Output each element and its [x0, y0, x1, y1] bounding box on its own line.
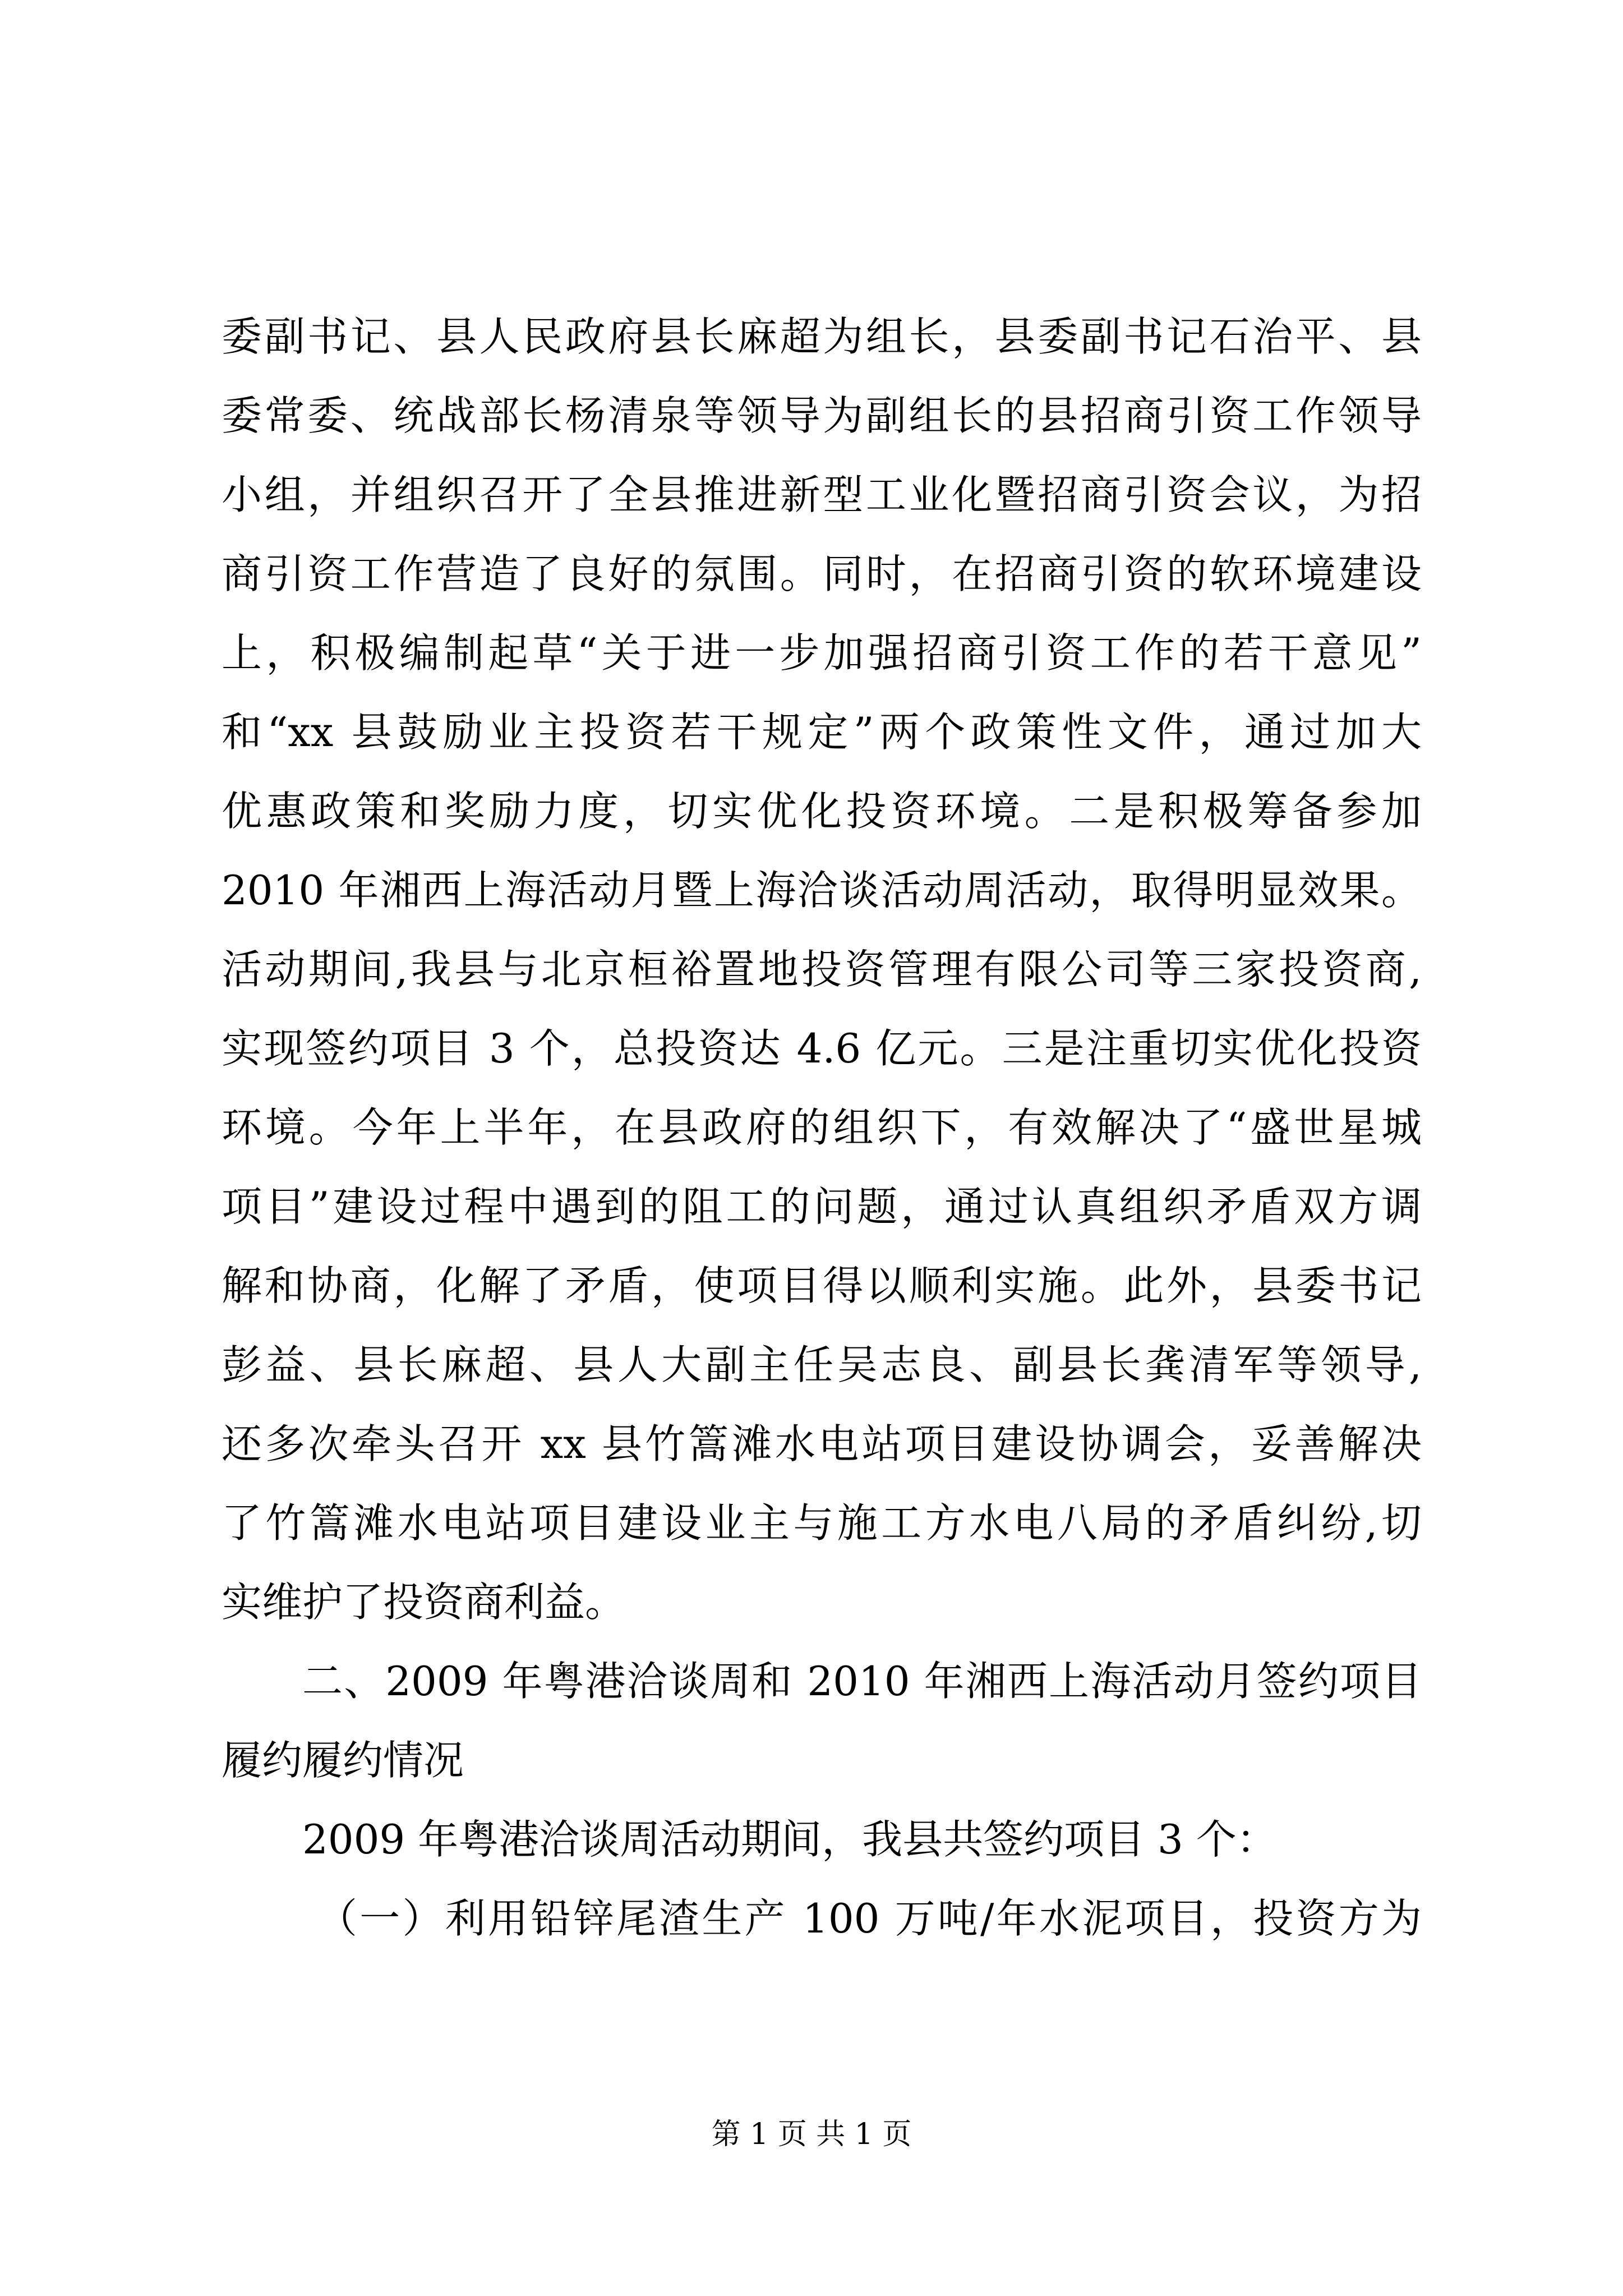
body-line: 优惠政策和奖励力度，切实优化投资环境。二是积极筹备参加: [222, 788, 1422, 835]
body-line: 了竹篙滩水电站项目建设业主与施工方水电八局的矛盾纠纷,切: [222, 1499, 1422, 1547]
body-line: 2009 年粤港洽谈周活动期间，我县共签约项目 3 个：: [302, 1816, 1277, 1863]
body-line: 2010 年湘西上海活动月暨上海洽谈活动周活动，取得明显效果。: [222, 867, 1422, 914]
list-item: （一）利用铅锌尾渣生产 100 万吨/年水泥项目，投资方为: [317, 1895, 1422, 1942]
body-line: 商引资工作营造了良好的氛围。同时，在招商引资的软环境建设: [222, 550, 1422, 597]
body-line: 解和协商，化解了矛盾，使项目得以顺利实施。此外，县委书记: [222, 1262, 1422, 1309]
section-heading: 二、2009 年粤港洽谈周和 2010 年湘西上海活动月签约项目: [302, 1658, 1422, 1705]
body-line: 和“xx 县鼓励业主投资若干规定”两个政策性文件，通过加大: [222, 708, 1422, 756]
body-line: 实现签约项目 3 个，总投资达 4.6 亿元。三是注重切实优化投资: [222, 1025, 1422, 1072]
body-line: 彭益、县长麻超、县人大副主任吴志良、副县长龚清军等领导,: [222, 1341, 1422, 1388]
body-line: 环境。今年上半年，在县政府的组织下，有效解决了“盛世星城: [222, 1104, 1422, 1151]
section-heading-continued: 履约履约情况: [222, 1737, 464, 1784]
body-line: 还多次牵头召开 xx 县竹篙滩水电站项目建设协调会，妥善解决: [222, 1420, 1422, 1467]
body-line: 实维护了投资商利益。: [222, 1579, 626, 1626]
body-line: 小组，并组织召开了全县推进新型工业化暨招商引资会议，为招: [222, 471, 1422, 518]
body-line: 上，积极编制起草“关于进一步加强招商引资工作的若干意见”: [222, 629, 1422, 677]
document-body: [222, 297, 1422, 1958]
body-line: 项目”建设过程中遇到的阻工的问题，通过认真组织矛盾双方调: [222, 1183, 1422, 1230]
body-line: 委常委、统战部长杨清泉等领导为副组长的县招商引资工作领导: [222, 392, 1422, 439]
body-line: 活动期间,我县与北京桓裕置地投资管理有限公司等三家投资商,: [222, 946, 1422, 993]
body-line: 委副书记、县人民政府县长麻超为组长，县委副书记石治平、县: [222, 313, 1422, 360]
page-footer: 第 1 页 共 1 页: [711, 2118, 912, 2151]
